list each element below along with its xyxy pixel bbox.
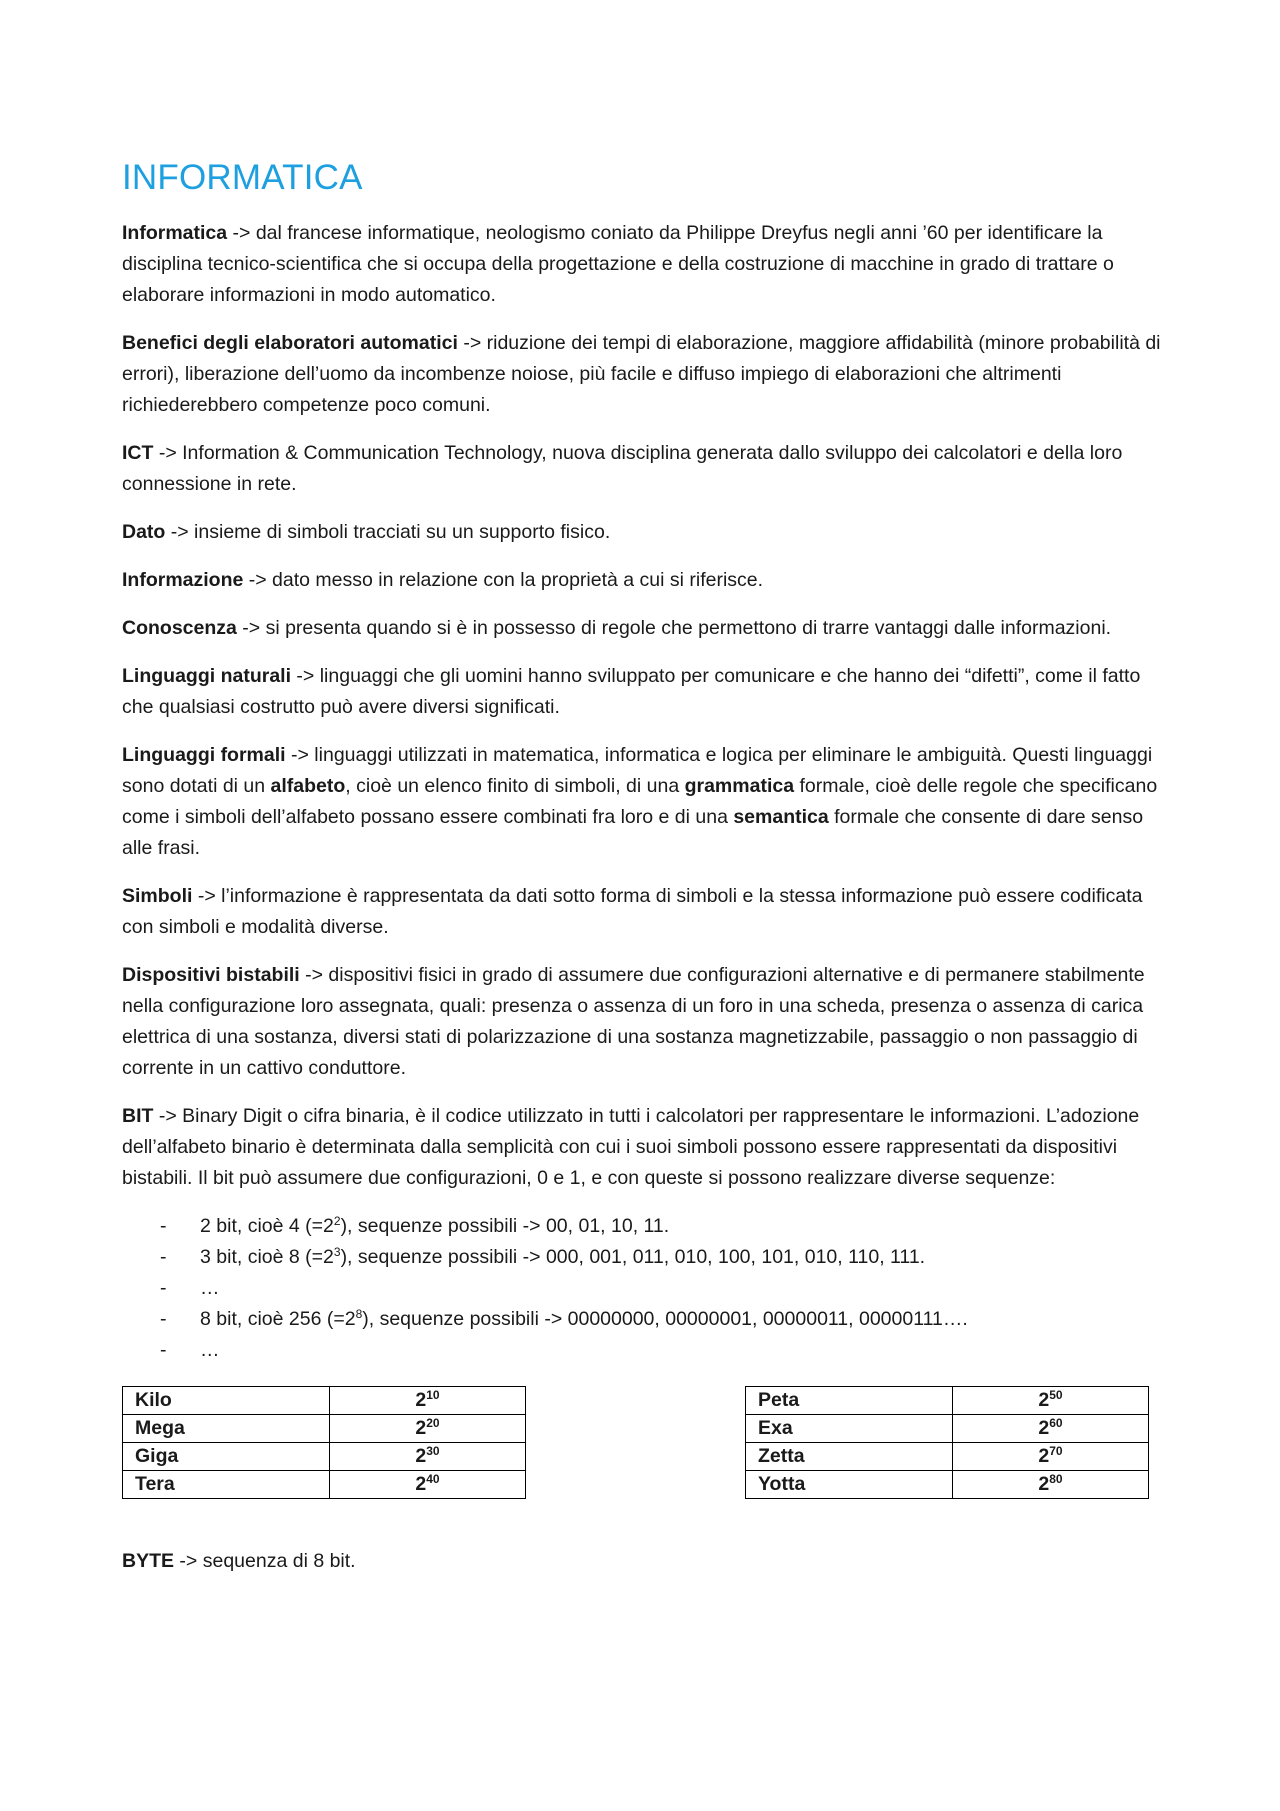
paragraph-ict [122,438,1162,500]
keyword-alfabeto: alfabeto [270,775,346,797]
term-label: Linguaggi naturali [122,665,291,687]
paragraph-simboli [122,881,1162,943]
power-base: 2 [1038,1389,1050,1411]
term-label: BYTE [122,1550,175,1572]
paragraph-linguaggi-formali [122,740,1162,864]
unit-tables [122,1386,1162,1506]
list-item-text: 2 bit, cioè 4 (=2 [200,1215,334,1237]
list-item-text: … [200,1339,220,1361]
keyword-semantica: semantica [733,806,829,828]
keyword-grammatica: grammatica [684,775,795,797]
term-label: Dato [122,521,166,543]
table-row [123,1471,526,1499]
term-label: Conoscenza [122,617,237,639]
unit-name: Mega [123,1415,330,1443]
list-dash: - [160,1215,167,1237]
definition-text: -> riduzione dei tempi di elaborazione, maggiore affidabilità (minore probabilità di errori), liberazione dell’uomo da incombenze noiose, più facile e diffuso impiego di elaborazioni che altrimenti richiederebbero competenze poco comuni. [122,332,1161,416]
power-base: 2 [415,1389,427,1411]
unit-value [330,1443,526,1471]
list-dash: - [160,1277,167,1299]
exponent: 80 [1049,1472,1063,1486]
definition-text: formale che consente di dare senso alle frasi. [122,806,1144,859]
paragraph-byte [122,1546,1162,1577]
unit-name: Tera [123,1471,330,1499]
unit-name: Kilo [123,1387,330,1415]
unit-value [953,1415,1149,1443]
units-table-left [122,1386,526,1499]
exponent: 2 [333,1214,341,1228]
unit-value [953,1471,1149,1499]
unit-value [953,1387,1149,1415]
table-row [746,1443,1149,1471]
term-label: Benefici degli elaboratori automatici [122,332,458,354]
power-base: 2 [415,1445,427,1467]
definition-text: -> dispositivi fisici in grado di assumere due configurazioni alternative e di permanere stabilmente nella configurazione loro assegnata, quali: presenza o assenza di un foro in una scheda, presenza o assenza di carica elettrica di una sostanza, diversi stati di polarizzazione di una sostanza magnetizzabile, passaggio o non passaggio di corrente in un cattivo conduttore. [122,964,1145,1079]
exponent: 40 [426,1472,440,1486]
unit-name: Zetta [746,1443,953,1471]
term-label: Informazione [122,569,244,591]
definition-text: formale, cioè delle regole che specificano come i simboli dell’alfabeto possano essere combinati fra loro e di una [122,775,1158,828]
term-label: Linguaggi formali [122,744,286,766]
definition-text: -> sequenza di 8 bit. [174,1550,356,1572]
table-row [123,1387,526,1415]
table-row [123,1443,526,1471]
unit-value [330,1415,526,1443]
paragraph-dispositivi-bistabili [122,960,1162,1084]
table-row [746,1415,1149,1443]
list-item [122,1335,1162,1366]
exponent: 60 [1049,1416,1063,1430]
list-item-text: ), sequenze possibili -> 00000000, 00000001, 00000011, 00000111…. [362,1308,968,1330]
power-base: 2 [1038,1417,1050,1439]
term-label: Informatica [122,222,228,244]
paragraph-bit [122,1101,1162,1194]
list-dash: - [160,1308,167,1330]
exponent: 8 [355,1307,363,1321]
unit-name: Peta [746,1387,953,1415]
paragraph-linguaggi-naturali [122,661,1162,723]
term-label: Dispositivi bistabili [122,964,300,986]
unit-name: Giga [123,1443,330,1471]
definition-text: , cioè un elenco finito di simboli, di una [345,775,685,797]
list-item-text: ), sequenze possibili -> 000, 001, 011, 010, 100, 101, 010, 110, 111. [340,1246,926,1268]
list-item [122,1211,1162,1242]
definition-text: -> insieme di simboli tracciati su un supporto fisico. [165,521,611,543]
list-item-text: 8 bit, cioè 256 (=2 [200,1308,356,1330]
power-base: 2 [415,1473,427,1495]
unit-value [953,1443,1149,1471]
power-base: 2 [1038,1445,1050,1467]
unit-value [330,1471,526,1499]
list-item [122,1242,1162,1273]
paragraph-benefici [122,328,1162,421]
exponent: 3 [333,1245,341,1259]
list-item-text: … [200,1277,220,1299]
list-item-text: 3 bit, cioè 8 (=2 [200,1246,334,1268]
exponent: 50 [1049,1388,1063,1402]
term-label: BIT [122,1105,154,1127]
table-row [123,1415,526,1443]
definition-text: -> linguaggi che gli uomini hanno sviluppato per comunicare e che hanno dei “difetti”, come il fatto che qualsiasi costrutto può avere diversi significati. [122,665,1141,718]
table-row [746,1471,1149,1499]
power-base: 2 [1038,1473,1050,1495]
term-label: Simboli [122,885,193,907]
unit-name: Yotta [746,1471,953,1499]
page-title: INFORMATICA [122,158,363,197]
bit-sequences-list [122,1211,1162,1366]
exponent: 30 [426,1444,440,1458]
exponent: 70 [1049,1444,1063,1458]
paragraph-conoscenza [122,613,1162,644]
paragraph-informatica [122,218,1162,311]
units-table-right [745,1386,1149,1499]
table-row [746,1387,1149,1415]
term-label: ICT [122,442,154,464]
unit-name: Exa [746,1415,953,1443]
paragraph-dato [122,517,1162,548]
definition-text: -> linguaggi utilizzati in matematica, informatica e logica per eliminare le ambiguità. Questi linguaggi sono dotati di un [122,744,1153,797]
paragraph-informazione [122,565,1162,596]
definition-text: -> l’informazione è rappresentata da dati sotto forma di simboli e la stessa informazione può essere codificata con simboli e modalità diverse. [122,885,1143,938]
list-item [122,1304,1162,1335]
definition-text: -> dato messo in relazione con la proprietà a cui si riferisce. [243,569,764,591]
exponent: 20 [426,1416,440,1430]
list-item-text: ), sequenze possibili -> 00, 01, 10, 11. [340,1215,670,1237]
definition-text: -> Information & Communication Technology, nuova disciplina generata dallo sviluppo dei calcolatori e della loro connessione in rete. [122,442,1123,495]
exponent: 10 [426,1388,440,1402]
list-dash: - [160,1246,167,1268]
definition-text: -> dal francese informatique, neologismo coniato da Philippe Dreyfus negli anni ’60 per identificare la disciplina tecnico-scientifica che si occupa della progettazione e della costruzione di macchine in grado di trattare o elaborare informazioni in modo automatico. [122,222,1114,306]
list-item [122,1273,1162,1304]
definition-text: -> Binary Digit o cifra binaria, è il codice utilizzato in tutti i calcolatori per rappresentare le informazioni. L’adozione dell’alfabeto binario è determinata dalla semplicità con cui i suoi simboli possono essere rappresentati da dispositivi bistabili. Il bit può assumere due configurazioni, 0 e 1, e con queste si possono realizzare diverse sequenze: [122,1105,1140,1189]
power-base: 2 [415,1417,427,1439]
list-dash: - [160,1339,167,1361]
unit-value [330,1387,526,1415]
document-content [122,158,1162,1594]
definition-text: -> si presenta quando si è in possesso di regole che permettono di trarre vantaggi dalle informazioni. [236,617,1112,639]
